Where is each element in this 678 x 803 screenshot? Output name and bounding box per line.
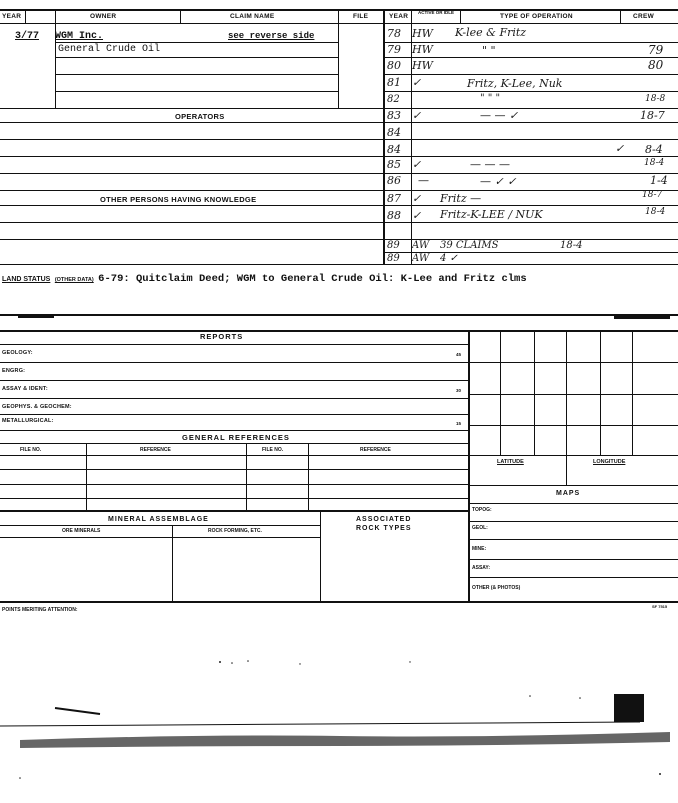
rock-forming-label: ROCK FORMING, ETC.: [208, 528, 262, 534]
activity-row-active: ✓: [412, 192, 422, 205]
longitude-label: LONGITUDE: [593, 459, 626, 465]
general-references-title: GENERAL REFERENCES: [182, 433, 290, 442]
activity-row-type: 4 ✓: [440, 253, 458, 264]
activity-row-year: 83: [387, 109, 401, 122]
activity-row-crew: 18-4: [644, 158, 665, 168]
header-year: YEAR: [2, 13, 22, 20]
form-code: SF 7515: [652, 604, 668, 609]
maps-topog: TOPOG:: [472, 507, 492, 513]
activity-row-year: 88: [387, 209, 401, 222]
scan-mark: [55, 708, 100, 714]
header-file: FILE: [353, 13, 369, 20]
activity-row-year: 79: [387, 43, 401, 56]
bottom-rule: [0, 264, 678, 265]
activity-header-crew: CREW: [633, 13, 655, 20]
activity-row-active: ✓: [412, 76, 422, 89]
activity-row-type: ✓: [615, 142, 625, 155]
land-status-text: 6-79: Quitclaim Deed; WGM to General Crude Oil: K-Lee and Fritz clms: [98, 273, 527, 285]
ref-header-reference-2: REFERENCE: [360, 447, 391, 453]
claim-name: see reverse side: [228, 31, 315, 41]
scan-noise: [0, 650, 678, 790]
activity-row-type: Fritz-K-LEE / NUK: [440, 208, 543, 221]
activity-header-type: TYPE OF OPERATION: [500, 13, 573, 20]
activity-header-active: ACTIVE OR IDLE: [417, 10, 454, 15]
associated-label: ASSOCIATED: [356, 516, 412, 523]
activity-row-active: HW: [412, 27, 433, 40]
activity-row-crew: 80: [648, 58, 664, 72]
activity-row-active: AW: [412, 240, 430, 251]
ore-minerals-label: ORE MINERALS: [62, 528, 101, 534]
report-geophys: GEOPHYS. & GEOCHEM:: [2, 404, 72, 410]
report-metallurgical: METALLURGICAL:: [2, 418, 54, 424]
activity-row-crew: 79: [648, 43, 664, 57]
activity-row-active: HW: [412, 43, 433, 56]
activity-row-crew: 18-4: [560, 240, 583, 251]
activity-row-year: 89: [387, 253, 400, 264]
activity-row-year: 87: [387, 192, 401, 205]
maps-geol: GEOL:: [472, 525, 488, 531]
activity-row-year: 85: [387, 158, 401, 171]
activity-row-active: ✓: [412, 209, 422, 222]
ref-header-file-2: FILE NO.: [262, 447, 284, 453]
maps-mine: MINE:: [472, 546, 487, 552]
activity-row-year: 80: [387, 59, 401, 72]
points-label: POINTS MERITING ATTENTION:: [2, 607, 78, 613]
activity-row-type: K-lee & Fritz: [455, 26, 527, 39]
maps-other: OTHER (& PHOTOS): [472, 585, 521, 591]
latitude-label: LATITUDE: [497, 459, 524, 465]
activity-row-year: 78: [387, 27, 401, 40]
activity-row-active: HW: [412, 59, 433, 72]
header-claim-name: CLAIM NAME: [230, 13, 275, 20]
claim-year: 3/77: [15, 31, 40, 42]
claim-owner-2: General Crude Oil: [58, 44, 161, 55]
activity-row-crew: 18-4: [645, 207, 666, 217]
activity-row-active: —: [418, 174, 429, 187]
report-geology: GEOLOGY:: [2, 350, 33, 356]
activity-row-type: — ✓ ✓: [480, 175, 517, 188]
activity-row-type: Fritz —: [440, 192, 482, 205]
header-owner: OWNER: [90, 13, 117, 20]
activity-row-crew: 8-4: [645, 143, 663, 156]
ref-header-reference-1: REFERENCE: [140, 447, 171, 453]
other-persons-label: OTHER PERSONS HAVING KNOWLEDGE: [100, 195, 257, 204]
activity-row-year: 86: [387, 174, 401, 187]
activity-row-type: — — ✓: [480, 109, 519, 122]
land-status-sublabel: (OTHER DATA): [54, 277, 94, 283]
activity-row-type: Fritz, K-Lee, Nuk: [467, 77, 563, 90]
maps-assay: ASSAY:: [472, 565, 491, 571]
activity-row-type: " ": [482, 44, 496, 57]
top-rule: [0, 9, 678, 11]
activity-row-crew: 1-4: [650, 174, 668, 187]
operators-label: OPERATORS: [175, 112, 225, 121]
activity-row-type: " " ": [480, 93, 501, 104]
scan-blot: [614, 694, 644, 722]
report-assay: ASSAY & IDENT:: [2, 386, 48, 392]
header-rule: [0, 23, 678, 24]
activity-row-year: 89: [387, 240, 400, 251]
activity-row-type: 39 CLAIMS: [440, 240, 499, 251]
activity-row-active: AW: [412, 253, 430, 264]
activity-row-active: ✓: [412, 158, 422, 171]
rock-types-label: ROCK TYPES: [356, 525, 412, 532]
report-engrg: ENGRG:: [2, 368, 26, 374]
activity-row-year: 84: [387, 143, 401, 156]
report-geology-num: 45: [456, 352, 462, 357]
activity-row-crew: 18-8: [645, 94, 666, 104]
scan-smear: [20, 732, 670, 748]
reports-title: REPORTS: [200, 332, 244, 341]
report-assay-num: 30: [456, 388, 462, 393]
ref-header-file-1: FILE NO.: [20, 447, 42, 453]
activity-header-year: YEAR: [389, 13, 409, 20]
activity-row-year: 82: [387, 94, 400, 105]
activity-row-year: 81: [387, 76, 401, 89]
land-status-label: LAND STATUS: [2, 276, 51, 283]
maps-title: MAPS: [556, 490, 581, 497]
land-status: [2, 268, 527, 286]
scan-specks: [19, 660, 661, 779]
scan-streak: [0, 722, 640, 726]
mineral-assemblage-title: MINERAL ASSEMBLAGE: [108, 516, 209, 523]
activity-row-year: 84: [387, 126, 401, 139]
activity-row-type: — — —: [470, 158, 510, 171]
report-metallurgical-num: 15: [456, 421, 462, 426]
claim-owner-1: WGM Inc.: [55, 31, 104, 42]
activity-row-crew: 18-7: [642, 190, 663, 200]
activity-row-crew: 18-7: [640, 109, 665, 122]
activity-row-active: ✓: [412, 109, 422, 122]
